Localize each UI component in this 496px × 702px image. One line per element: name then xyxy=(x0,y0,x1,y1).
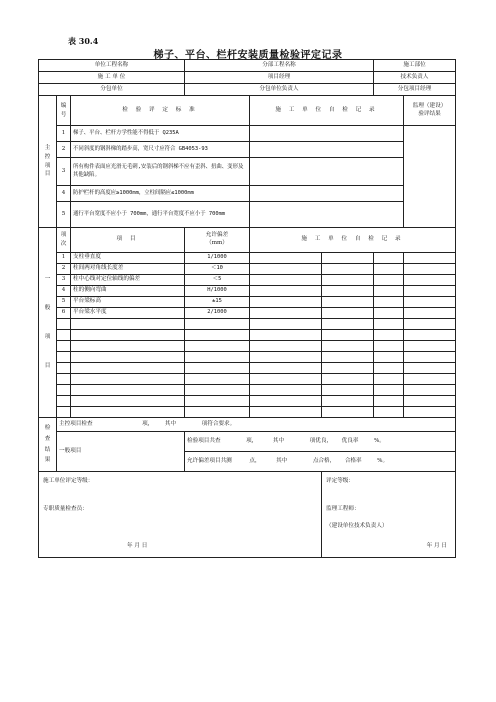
record-cell[interactable] xyxy=(250,308,322,319)
record-cell[interactable] xyxy=(374,374,404,385)
record-cell[interactable] xyxy=(404,264,456,275)
section-char: 目 xyxy=(44,362,51,369)
record-cell[interactable] xyxy=(250,374,322,385)
record-cell[interactable] xyxy=(250,363,322,374)
tol-line: 允许偏差 xyxy=(205,232,229,239)
record-cell[interactable] xyxy=(404,385,456,396)
owner-note: （建设单位技术负责人） xyxy=(326,523,388,530)
row-text: %。 xyxy=(373,437,385,444)
record-cell[interactable] xyxy=(374,363,404,374)
record-cell[interactable] xyxy=(374,385,404,396)
blank-cell[interactable] xyxy=(57,352,71,363)
main-check-label: 主控项目检查 xyxy=(59,420,93,427)
row-text: 检验项目共查 xyxy=(187,437,221,444)
record-cell[interactable] xyxy=(404,341,456,352)
record-cell[interactable] xyxy=(322,330,374,341)
main-meet: 项符合要求。 xyxy=(201,420,236,427)
row-text: 点合格， xyxy=(312,457,336,464)
rating-label: 评定等级： xyxy=(326,478,354,484)
blank-cell[interactable] xyxy=(71,341,185,352)
record-cell[interactable] xyxy=(404,253,456,264)
record-cell[interactable] xyxy=(250,385,322,396)
record-cell[interactable] xyxy=(404,319,456,330)
main-item-no: 5 xyxy=(57,202,71,228)
section-char: 检 xyxy=(44,425,51,432)
record-cell[interactable] xyxy=(322,275,374,286)
sub-lead-label: 分包单位负责人 xyxy=(185,84,374,96)
row-text: 点， xyxy=(249,457,261,464)
record-cell[interactable] xyxy=(250,253,322,264)
supervisor-line: 验评结果 xyxy=(418,110,441,117)
sub-project-label: 分部工程名称 xyxy=(185,60,374,72)
col-no-char: 次 xyxy=(60,241,67,247)
record-cell[interactable] xyxy=(250,330,322,341)
unit-rating-cell[interactable] xyxy=(39,472,322,558)
main-item-no: 2 xyxy=(57,142,71,158)
col-record-header: 施 工 单 位 自 检 记 录 xyxy=(250,96,404,126)
main-item-record[interactable] xyxy=(250,126,404,142)
section-char: 项 xyxy=(44,333,51,340)
general-check-row1 xyxy=(185,432,456,452)
supervisor-rating-cell[interactable] xyxy=(322,472,456,558)
record-cell[interactable] xyxy=(322,286,374,297)
date-right: 年 月 日 xyxy=(426,543,448,550)
general-item-no: 6 xyxy=(57,308,71,319)
general-item-text: 支柱垂直度 xyxy=(71,253,185,264)
general-item-no: 5 xyxy=(57,297,71,308)
record-cell[interactable] xyxy=(374,407,404,418)
section-char: 控 xyxy=(44,153,51,160)
blank-cell[interactable] xyxy=(185,319,250,330)
row-text: 优良率 xyxy=(341,437,359,444)
subcontractor-label: 分包单位 xyxy=(39,84,185,96)
general-item-text: 平台梁标高 xyxy=(71,297,185,308)
section-char: 结 xyxy=(44,446,51,453)
record-cell[interactable] xyxy=(374,297,404,308)
section-char: 般 xyxy=(44,304,51,311)
engineer-label: 监理工程师： xyxy=(326,505,360,512)
inspection-form-table xyxy=(38,59,456,558)
record-cell[interactable] xyxy=(250,407,322,418)
blank-cell[interactable] xyxy=(185,341,250,352)
record-cell[interactable] xyxy=(374,286,404,297)
record-cell[interactable] xyxy=(374,330,404,341)
record-cell[interactable] xyxy=(250,286,322,297)
blank-cell[interactable] xyxy=(71,407,185,418)
section-char: 主 xyxy=(44,144,51,151)
general-item-no: 1 xyxy=(57,253,71,264)
main-items-unit: 项， xyxy=(142,420,154,427)
row-text: 其中 xyxy=(272,437,285,444)
col-tolerance-header xyxy=(185,228,250,253)
row-text: %。 xyxy=(377,457,389,464)
construction-dept-label: 施工部位 xyxy=(374,60,456,72)
general-item-tolerance: ±15 xyxy=(185,297,250,308)
main-item-record[interactable] xyxy=(250,186,404,202)
main-item-no: 3 xyxy=(57,158,71,186)
row-text: 项， xyxy=(246,437,258,444)
col-no-char: 号 xyxy=(60,111,67,118)
record-cell[interactable] xyxy=(404,352,456,363)
blank-cell[interactable] xyxy=(57,396,71,407)
col-no-char: 编 xyxy=(60,102,67,109)
record-cell[interactable] xyxy=(322,407,374,418)
main-item-text: 梯子、平台、栏杆方学性能不得低于 Q235A xyxy=(71,126,250,142)
blank-cell[interactable] xyxy=(71,352,185,363)
col-no-char: 项 xyxy=(60,232,67,239)
record-cell[interactable] xyxy=(322,308,374,319)
supervisor-line: 监理（建设） xyxy=(412,102,447,109)
record-cell[interactable] xyxy=(404,330,456,341)
blank-cell[interactable] xyxy=(185,385,250,396)
project-manager-label: 项目经理 xyxy=(185,72,374,84)
main-item-record[interactable] xyxy=(250,142,404,158)
main-item-record[interactable] xyxy=(250,202,404,228)
form-number: 表 30.4 xyxy=(68,36,99,46)
page-title: 梯子、平台、栏杆安装质量检验评定记录 xyxy=(153,50,343,61)
col-no-header xyxy=(57,96,71,126)
record-cell[interactable] xyxy=(404,363,456,374)
record-cell[interactable] xyxy=(250,396,322,407)
section-char: 果 xyxy=(44,457,51,464)
col-item-header: 项 目 xyxy=(71,228,185,253)
blank-cell[interactable] xyxy=(185,374,250,385)
main-check-summary xyxy=(57,418,456,432)
unit-project-label: 单位工程名称 xyxy=(39,60,185,72)
record-cell[interactable] xyxy=(374,264,404,275)
general-item-tolerance: H/1000 xyxy=(185,286,250,297)
record-cell[interactable] xyxy=(404,297,456,308)
general-item-tolerance: 2/1000 xyxy=(185,308,250,319)
record-cell[interactable] xyxy=(250,275,322,286)
blank-cell[interactable] xyxy=(185,352,250,363)
record-cell[interactable] xyxy=(404,396,456,407)
date-left: 年 月 日 xyxy=(127,543,148,550)
blank-cell[interactable] xyxy=(71,385,185,396)
record-cell[interactable] xyxy=(374,341,404,352)
sub-pm-label: 分包项目经理 xyxy=(374,84,456,96)
general-item-tolerance: ＜10 xyxy=(185,264,250,275)
record-cell[interactable] xyxy=(250,297,322,308)
record-cell[interactable] xyxy=(404,286,456,297)
blank-cell[interactable] xyxy=(57,385,71,396)
general-item-text: 平台梁水平度 xyxy=(71,308,185,319)
main-item-record[interactable] xyxy=(250,158,404,186)
record-cell[interactable] xyxy=(374,275,404,286)
blank-cell[interactable] xyxy=(71,374,185,385)
blank-cell[interactable] xyxy=(71,319,185,330)
blank-cell[interactable] xyxy=(185,363,250,374)
blank-cell[interactable] xyxy=(185,330,250,341)
record-cell[interactable] xyxy=(322,319,374,330)
record-cell[interactable] xyxy=(374,352,404,363)
main-item-text: 不同斜度的钢斜梯的踏步高，宽尺寸应符合 GB4053-93 xyxy=(71,142,250,158)
general-item-text: 柱间两对角线长度差 xyxy=(71,264,185,275)
record-cell[interactable] xyxy=(322,341,374,352)
col-record-header: 施 工 单 位 自 检 记 录 xyxy=(250,228,456,253)
construction-unit-label: 施 工 单 位 xyxy=(39,72,185,84)
inspector-label: 专职质量检查员： xyxy=(43,505,88,512)
record-cell[interactable] xyxy=(322,363,374,374)
tol-line: （mm） xyxy=(206,240,228,246)
general-item-text: 柱中心线对定位轴线的偏差 xyxy=(71,275,185,286)
main-item-no: 1 xyxy=(57,126,71,142)
tech-lead-label: 技术负责人 xyxy=(374,72,456,84)
blank-cell[interactable] xyxy=(185,407,250,418)
record-cell[interactable] xyxy=(250,352,322,363)
main-item-text: 所有构件表面应光滑无毛刺,安装后的钢斜梯不应有歪斜、扭曲、变形及其他缺陷。 xyxy=(71,158,250,186)
general-item-label: 一般项目 xyxy=(57,432,185,472)
record-cell[interactable] xyxy=(374,308,404,319)
blank-cell[interactable] xyxy=(57,374,71,385)
col-standard-header: 检 验 评 定 标 准 xyxy=(71,96,250,126)
blank-cell[interactable] xyxy=(57,319,71,330)
row-text: 合格率 xyxy=(344,457,362,464)
general-check-row2 xyxy=(185,452,456,472)
record-cell[interactable] xyxy=(374,319,404,330)
record-cell[interactable] xyxy=(404,374,456,385)
general-item-text: 柱的侧向弯曲 xyxy=(71,286,185,297)
general-item-tolerance: 1/1000 xyxy=(185,253,250,264)
col-supervisor-header xyxy=(404,96,456,126)
record-cell[interactable] xyxy=(404,407,456,418)
general-item-no: 4 xyxy=(57,286,71,297)
main-item-text: 通行平台宽度不应小于 700mm，通行平台宽度不应小于 700mm xyxy=(71,202,250,228)
record-cell[interactable] xyxy=(374,396,404,407)
blank-cell[interactable] xyxy=(57,330,71,341)
record-cell[interactable] xyxy=(250,341,322,352)
record-cell[interactable] xyxy=(374,253,404,264)
section-char: 一 xyxy=(44,275,51,282)
record-cell[interactable] xyxy=(322,385,374,396)
result-section-label xyxy=(39,418,57,472)
record-cell[interactable] xyxy=(250,264,322,275)
record-cell[interactable] xyxy=(250,319,322,330)
record-cell[interactable] xyxy=(322,352,374,363)
row-text: 其中 xyxy=(276,457,288,464)
record-cell[interactable] xyxy=(322,253,374,264)
blank-cell[interactable] xyxy=(57,363,71,374)
unit-rating-label: 施工单位评定等级： xyxy=(43,478,94,484)
section-char: 目 xyxy=(44,171,51,178)
record-cell[interactable] xyxy=(404,308,456,319)
main-control-section-label xyxy=(39,96,57,228)
main-item-text: 防护栏杆的高度应≥1000mm，立柱间隔应≤1000mm xyxy=(71,186,250,202)
general-item-no: 2 xyxy=(57,264,71,275)
general-item-tolerance: ＜5 xyxy=(185,275,250,286)
record-cell[interactable] xyxy=(322,297,374,308)
supervisor-result-cell[interactable] xyxy=(404,126,456,228)
blank-cell[interactable] xyxy=(71,363,185,374)
main-item-no: 4 xyxy=(57,186,71,202)
record-cell[interactable] xyxy=(322,374,374,385)
blank-cell[interactable] xyxy=(71,330,185,341)
main-among: 其中 xyxy=(164,420,177,427)
record-cell[interactable] xyxy=(322,264,374,275)
blank-cell[interactable] xyxy=(71,396,185,407)
blank-cell[interactable] xyxy=(185,396,250,407)
section-char: 项 xyxy=(44,162,51,169)
blank-cell[interactable] xyxy=(57,407,71,418)
record-cell[interactable] xyxy=(404,275,456,286)
section-char: 查 xyxy=(44,435,51,442)
blank-cell[interactable] xyxy=(57,341,71,352)
row-text: 项优良， xyxy=(309,437,333,444)
general-item-no: 3 xyxy=(57,275,71,286)
row-text: 允许偏差项目共测 xyxy=(187,457,232,464)
general-section-label xyxy=(39,228,57,418)
col-no-header xyxy=(57,228,71,253)
record-cell[interactable] xyxy=(322,396,374,407)
